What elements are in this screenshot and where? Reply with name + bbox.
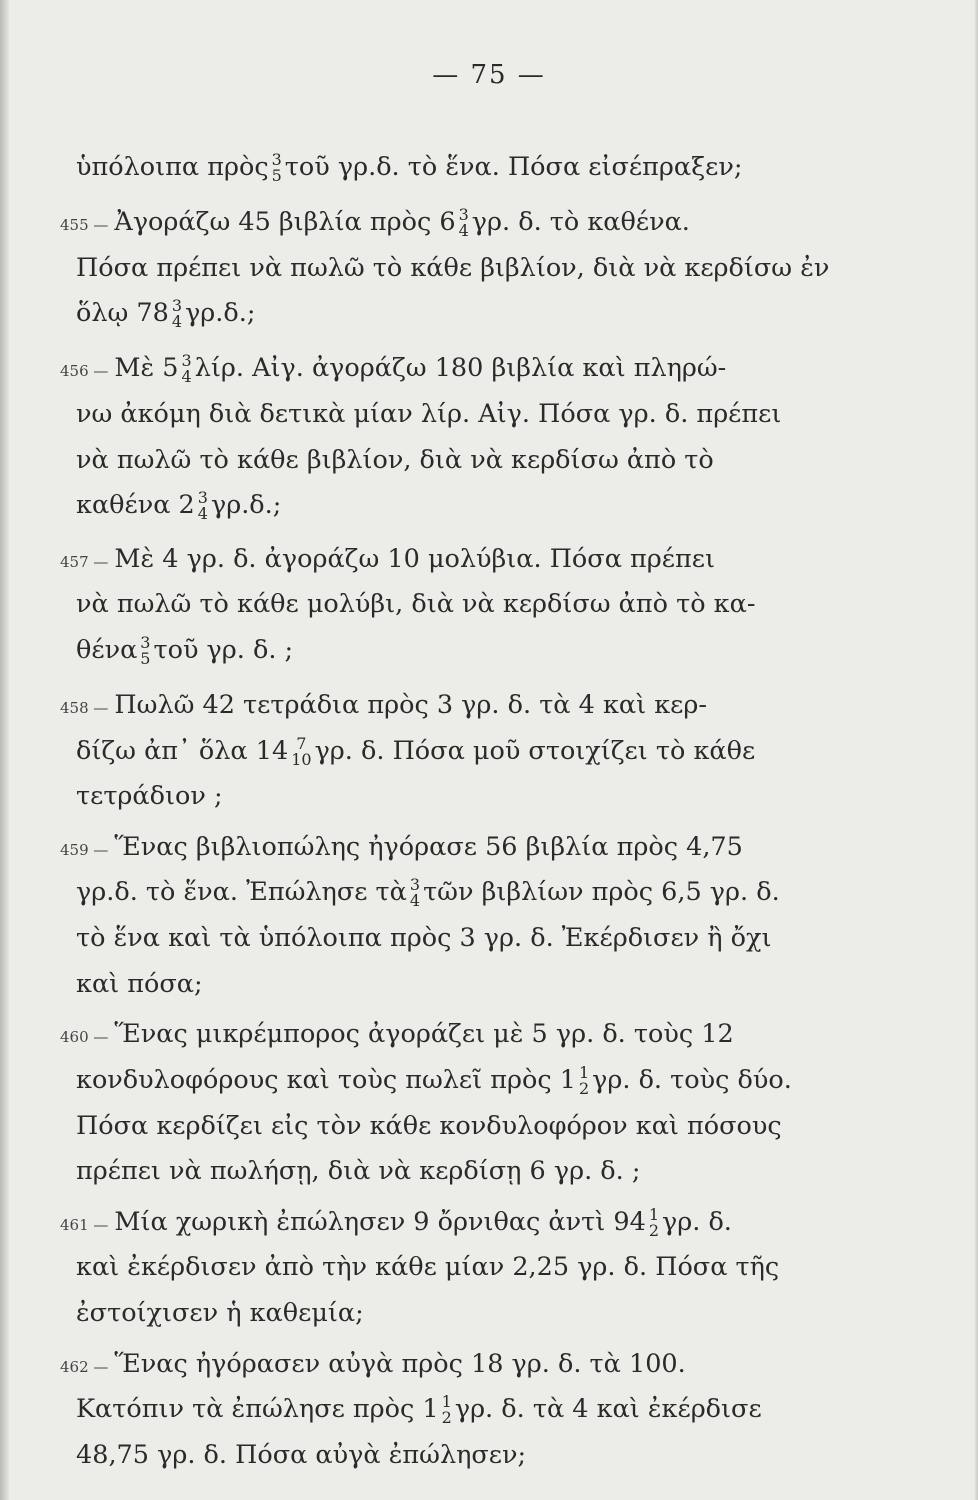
line-text: Πωλῶ 42 τετράδια πρὸς 3 γρ. δ. τὰ 4 καὶ κερ-: [114, 690, 707, 720]
line-text: καὶ ἐκέρδισεν ἀπὸ τὴν κάθε μίαν 2,25 γρ. δ. Πόσα τῆς: [76, 1252, 780, 1282]
fraction: [140, 635, 150, 667]
fraction-numerator: 3: [181, 351, 192, 370]
line-text: Μὲ 4 γρ. δ. ἀγοράζω 10 μολύβια. Πόσα πρέπει: [114, 544, 715, 574]
fraction-denominator: 4: [409, 891, 421, 910]
fraction-denominator: 5: [271, 166, 282, 185]
fraction-denominator: 2: [441, 1408, 452, 1427]
text-line: [76, 1440, 526, 1470]
fraction: [410, 877, 420, 909]
problem-number: 455 —: [60, 216, 109, 234]
text-line: [60, 1349, 686, 1379]
fraction-numerator: 7: [296, 734, 307, 753]
line-text: τὸ ἕνα καὶ τὰ ὑπόλοιπα πρὸς 3 γρ. δ. Ἐκέρδισεν ἢ ὄχι: [76, 923, 772, 953]
text-line: [60, 1207, 732, 1239]
problem-number: 456 —: [60, 362, 109, 380]
problem-number: 462 —: [60, 1358, 109, 1376]
line-text: Μία χωρικὴ ἐπώλησεν 9 ὄρνιθας ἀντὶ 94: [114, 1207, 646, 1237]
text-line: [76, 152, 742, 184]
line-text: Ἕνας βιβλιοπώλης ἠγόρασε 56 βιβλία πρὸς 4,75: [114, 832, 743, 862]
line-text-continued: τοῦ γρ.δ. τὸ ἕνα. Πόσα εἰσέπραξεν;: [284, 152, 743, 182]
problem-number: 459 —: [60, 841, 109, 859]
line-text-continued: λίρ. Αἰγ. ἀγοράζω 180 βιβλία καὶ πληρώ-: [194, 353, 727, 383]
line-text-continued: τοῦ γρ. δ. ;: [153, 635, 294, 665]
line-text: Μὲ 5: [114, 353, 179, 383]
fraction-denominator: 10: [291, 750, 312, 769]
fraction-numerator: 3: [140, 633, 151, 652]
text-line: [76, 490, 281, 522]
line-text: ὅλῳ 78: [76, 298, 169, 328]
page-edge-right: [974, 0, 978, 1500]
line-text: νὰ πωλῶ τὸ κάθε μολύβι, διὰ νὰ κερδίσω ἀπὸ τὸ κα-: [76, 589, 756, 619]
fraction: [198, 490, 208, 522]
text-line: [60, 353, 726, 385]
line-text: Πόσα πρέπει νὰ πωλῶ τὸ κάθε βιβλίον, διὰ νὰ κερδίσω ἐν: [76, 253, 830, 283]
fraction-numerator: 3: [409, 875, 421, 894]
fraction: [579, 1065, 589, 1097]
fraction-denominator: 2: [648, 1221, 659, 1240]
problem-number: 460 —: [60, 1028, 109, 1046]
line-text-continued: γρ. δ. Πόσα μοῦ στοιχίζει τὸ κάθε: [314, 736, 756, 766]
line-text: ἐστοίχισεν ἡ καθεμία;: [76, 1298, 364, 1328]
text-line: [76, 445, 714, 475]
text-line: [76, 1065, 792, 1097]
line-text: Ἕνας ἠγόρασεν αὐγὰ πρὸς 18 γρ. δ. τὰ 100.: [114, 1349, 686, 1379]
line-text: νω ἀκόμη διὰ δετικὰ μίαν λίρ. Αἰγ. Πόσα γρ. δ. πρέπει: [76, 399, 782, 429]
line-text: καθένα 2: [76, 490, 195, 520]
fraction-numerator: 3: [271, 150, 282, 169]
line-text-continued: γρ. δ. τὰ 4 καὶ ἐκέρδισε: [454, 1394, 762, 1424]
text-line: [76, 1298, 364, 1328]
text-line: [76, 253, 829, 283]
text-line: [76, 298, 255, 330]
fraction-denominator: 5: [140, 649, 151, 668]
line-text: πρέπει νὰ πωλήσῃ, διὰ νὰ κερδίσῃ 6 γρ. δ. ;: [76, 1156, 641, 1186]
text-line: [76, 635, 293, 667]
fraction: [272, 152, 282, 184]
fraction: [649, 1207, 659, 1239]
text-line: [60, 690, 707, 720]
text-line: [76, 1156, 640, 1186]
fraction-denominator: 4: [197, 504, 208, 523]
text-line: [76, 1111, 782, 1141]
problem-number: 461 —: [60, 1216, 109, 1234]
line-text: κονδυλοφόρους καὶ τοὺς πωλεῖ πρὸς 1: [76, 1065, 576, 1095]
page-edge-shadow: [0, 0, 9, 1500]
line-text-continued: γρ. δ. τοὺς δύο.: [592, 1065, 792, 1095]
text-line: [76, 399, 781, 429]
fraction: [172, 298, 182, 330]
line-text: καὶ πόσα;: [76, 969, 203, 999]
fraction-denominator: 4: [458, 221, 469, 240]
text-line: [60, 832, 743, 862]
text-line: [76, 1394, 762, 1426]
text-line: [76, 781, 223, 811]
line-text: ὑπόλοιπα πρὸς: [76, 152, 269, 182]
text-line: [60, 1019, 734, 1049]
line-text: γρ.δ. τὸ ἕνα. Ἐπώλησε τὰ: [76, 877, 407, 907]
line-text: Ἕνας μικρέμπορος ἀγοράζει μὲ 5 γρ. δ. τοὺς 12: [114, 1019, 734, 1049]
fraction: [291, 736, 311, 768]
text-line: [76, 969, 203, 999]
fraction-denominator: 2: [578, 1079, 590, 1098]
line-text-continued: τῶν βιβλίων πρὸς 6,5 γρ. δ.: [423, 877, 780, 907]
text-line: [76, 736, 755, 768]
fraction-numerator: 1: [648, 1205, 659, 1224]
fraction: [182, 353, 192, 385]
line-text: Πόσα κερδίζει εἰς τὸν κάθε κονδυλοφόρον καὶ πόσους: [76, 1111, 782, 1141]
fraction-numerator: 1: [578, 1063, 590, 1082]
text-line: [60, 544, 715, 574]
line-text: θένα: [76, 635, 138, 665]
problem-number: 457 —: [60, 553, 109, 571]
text-line: [76, 923, 771, 953]
line-text-continued: γρ.δ.;: [210, 490, 282, 520]
problem-number: 458 —: [60, 699, 109, 717]
fraction-numerator: 3: [171, 296, 183, 315]
line-text: νὰ πωλῶ τὸ κάθε βιβλίον, διὰ νὰ κερδίσω ἀπὸ τὸ: [76, 445, 714, 475]
fraction-numerator: 3: [197, 488, 208, 507]
line-text-continued: γρ. δ.: [662, 1207, 732, 1237]
text-line: [76, 589, 755, 619]
text-line: [60, 207, 690, 239]
fraction-denominator: 4: [181, 367, 192, 386]
text-line: [76, 1252, 779, 1282]
fraction: [442, 1394, 452, 1426]
line-text: Κατόπιν τὰ ἐπώλησε πρὸς 1: [76, 1394, 439, 1424]
line-text: δίζω ἀπ᾽ ὅλα 14: [76, 736, 289, 766]
page-number: — 75 —: [432, 60, 546, 90]
line-text: 48,75 γρ. δ. Πόσα αὐγὰ ἐπώλησεν;: [76, 1440, 527, 1470]
line-text-continued: γρ. δ. τὸ καθένα.: [471, 207, 690, 237]
fraction-numerator: 3: [458, 205, 469, 224]
fraction-numerator: 1: [441, 1392, 452, 1411]
line-text: τετράδιον ;: [76, 781, 223, 811]
line-text-continued: γρ.δ.;: [185, 298, 256, 328]
line-text: Ἀγοράζω 45 βιβλία πρὸς 6: [114, 207, 456, 237]
fraction-denominator: 4: [171, 312, 183, 331]
text-line: [76, 877, 780, 909]
fraction: [459, 207, 469, 239]
